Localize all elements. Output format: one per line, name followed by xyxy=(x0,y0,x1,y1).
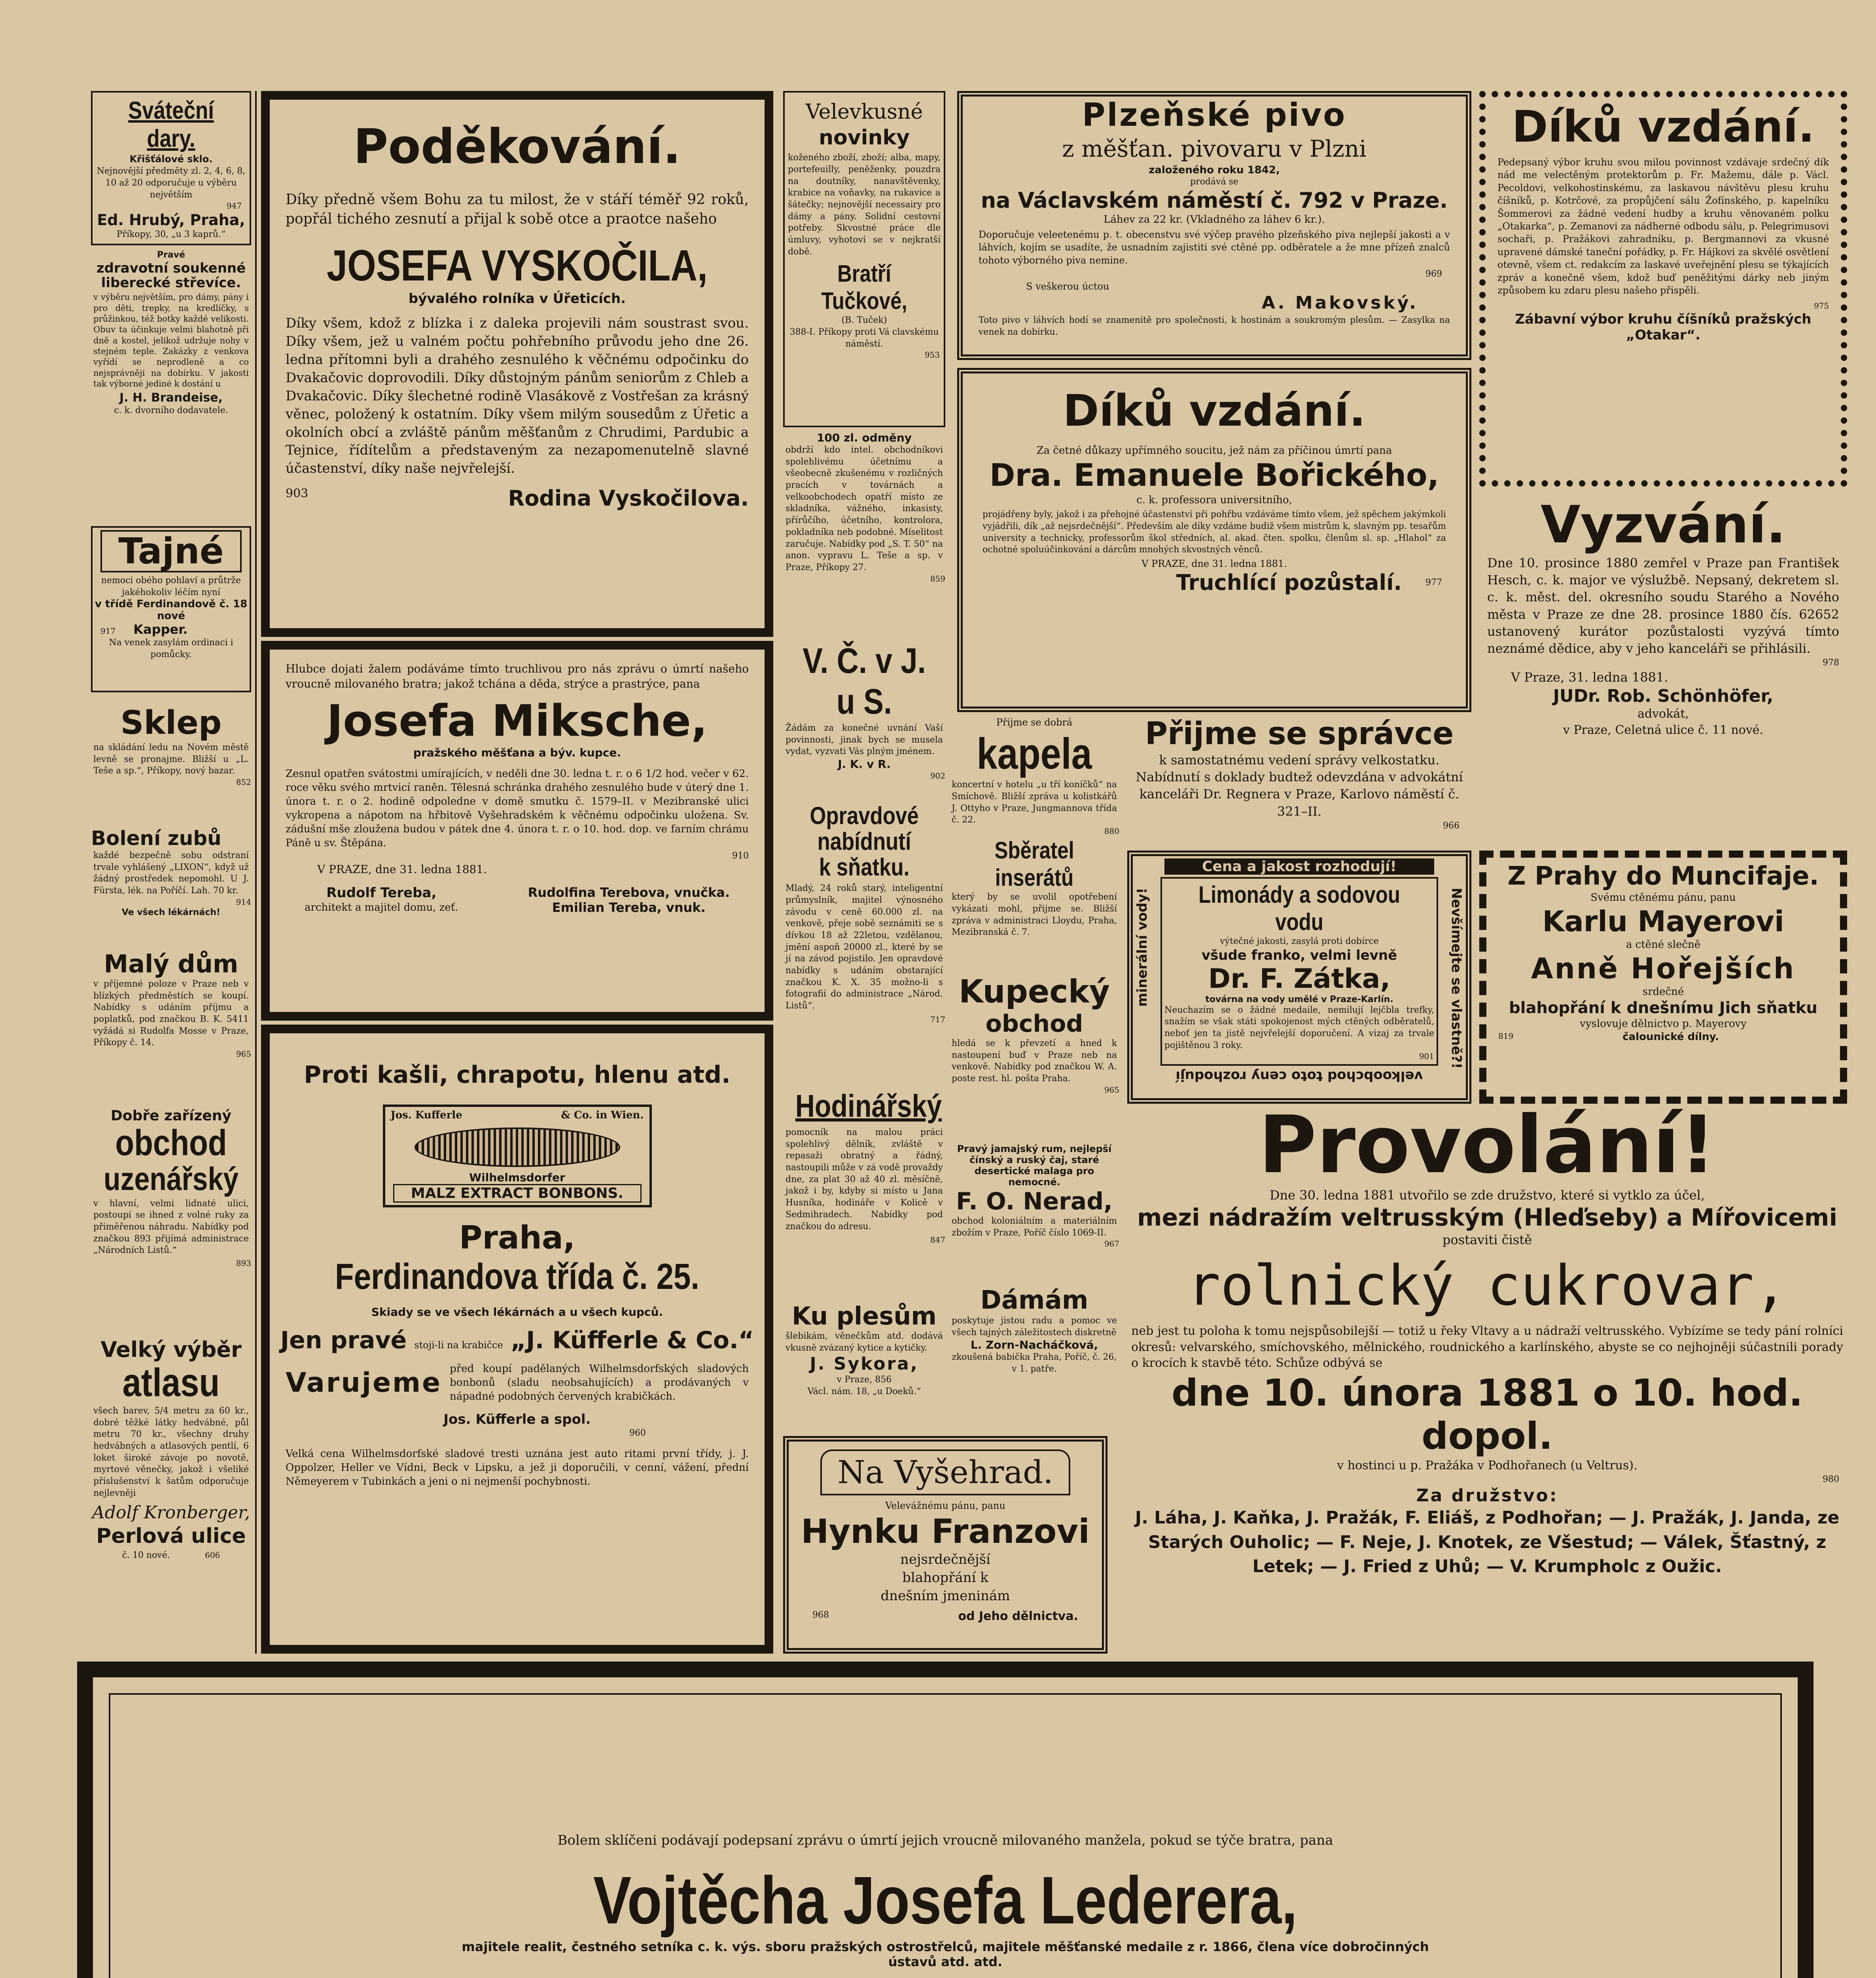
ad-text: Doporučuje veleetenému p. t. obecenstvu své výčep pravého plzeňského piva nejlepší jakosti a v láhvích, kojím se usadíte, že usnadním zajistiti své ctěné pp. odběratele a že mne přízeň znalců tohoto výborného piva nemine. xyxy=(979,229,1450,266)
ad-address: Příkopy, 30, „u 3 kaprů.“ xyxy=(116,229,226,240)
ad-sold: prodává se xyxy=(1190,177,1238,187)
column-rule xyxy=(255,91,257,1654)
ad-where: v třídě Ferdinandově č. 18 nové xyxy=(95,598,248,622)
ad-founded: založeného roku 1842, xyxy=(1149,164,1280,176)
ad-sub-5: čalounické dílny. xyxy=(1622,1031,1719,1043)
ad-title: Velevkusné xyxy=(805,100,923,124)
ad-text: v hlavní, velmi lidnaté ulici, postoupí se ihned z volné ruky za přiměřenou náhradu. Nabídky pod značkou 893 přijímá administrace „Národních Listů.“ xyxy=(93,1198,249,1256)
ad-lederer xyxy=(77,1662,1814,1978)
ad-title: Bolení zubů xyxy=(91,827,221,850)
ad-atlasu xyxy=(91,1337,251,1654)
ad-address: v Praze, Celetná ulice č. 11 nové. xyxy=(1563,723,1764,737)
ad-city: Praha, xyxy=(459,1219,575,1256)
ad-name: Dra. Emanuele Bořického, xyxy=(989,458,1439,494)
ad-title: Na Vyšehrad. xyxy=(820,1449,1070,1495)
ad-text: pomocník na malou práci spolehlivý dělník, zvláště v repasaži obratný a řádný, nastoupili může v zá vodě provaždy dne, za plat 30 až 40 zl. měsíčně, jakož i by, kdyby si místo u Jana Husníka, hodináře v Kolicě v Sedmihradech. Nabídky pod značkou do adresu. xyxy=(786,1127,943,1232)
ad-name: J. Sykora, xyxy=(810,1354,919,1374)
ad-signature: Jos. Küfferle a spol. xyxy=(443,1412,591,1428)
ad-signature: Rodina Vyskočilova. xyxy=(508,486,749,511)
ad-diku-vzdani-borickeho xyxy=(957,368,1471,712)
ad-subtitle: z měšťan. pivovaru v Plzni xyxy=(1062,135,1367,162)
box-label-4: MALZ EXTRACT BONBONS. xyxy=(393,1184,642,1203)
ad-line-2: mezi nádražím veltrusským (Hleďseby) a Mířovicemi xyxy=(1137,1204,1838,1232)
ad-signature-1-role: architekt a majitel domu, zeť. xyxy=(305,901,458,913)
ad-number: 819 xyxy=(1498,1031,1514,1041)
ad-sklep xyxy=(91,704,251,823)
ad-text: Pedepsaný výbor kruhu svou milou povinnost vzdávaje srdečný dík nád me velectěným protektorům p. Fr. Mažemu, dále p. Václ. Pecoldovi, velkohostinskému, za laskavou návštěvu plesu kruhu číšníků, p. Kotrčové, za propůjčení sálu Žofínského, p. kapelníku Šommerovi za žádné vedení hudby a kruhu věnovaném polku „Otakarka“, p. Zemanovi za nádherné odbodu sálu, p. Pelegrimusovi sochaři, p. Pražákovi zahradníku, p. Bergmannovi za vkusné upravené dámské taneční pořádky, p. Fr. Hájkovi za skvělé osvětlení otevně, všem ct. redakcím za laskavé uveřejnění plesu se týkajících zpráv a konečně všem, kdož buď peněžitými dárky neb jiným způsobem ku zdaru plesu našeho přispěli. xyxy=(1497,157,1829,296)
ad-name: Vojtěcha Josefa Lederera, xyxy=(593,1862,1298,1938)
ad-sub-2: a ctěné slečně xyxy=(1626,939,1701,951)
ad-head: Pravý jamajský rum, nejlepší čínský a ruský čaj, staré desertické malaga pro nemocné. xyxy=(957,1143,1112,1188)
ad-number: 966 xyxy=(1443,820,1460,831)
ad-number: 901 xyxy=(1419,1052,1434,1061)
ad-title: Limonády a sodovou vodu xyxy=(1198,881,1401,935)
ad-opravdove xyxy=(783,803,945,1088)
ad-regards: S veškerou úctou xyxy=(1026,280,1109,292)
ad-intro: Hlubce dojati žalem podáváme tímto truchlivou pro nás zprávu o úmrtí našeho vroucně milovaného bratra; jakož tchána a děda, strýce a prastrýce, pana xyxy=(286,662,749,690)
ad-number: 893 xyxy=(236,1258,251,1268)
ad-vcvjus xyxy=(783,641,945,799)
ad-foot: Toto pivo v láhvích hodí se znamenitě pro společnosti, k hostinám a soukromým plesům. — Zasylka na venek na dobírku. xyxy=(979,315,1450,337)
ad-role: bývalého rolníka v Úřeticích. xyxy=(408,291,626,307)
ad-plzenske-pivo xyxy=(957,91,1471,360)
ad-text-sberatel: který by se uvolil opotřebení vykázati mohl, přijme se. Bližší zpráva v administraci Lloydu, Praha, Mezibranská č. 7. xyxy=(952,892,1117,938)
ad-text: hledá se k převzetí a hned k nastoupení buď v Praze neb na venkově. Nabídky pod značkou W. A. poste rest. hl. pošta Praha. xyxy=(952,1038,1117,1084)
ad-odmeny xyxy=(783,431,945,637)
ad-title-3: k sňatku. xyxy=(819,854,910,881)
ad-title-2: nabídnutí xyxy=(817,828,911,856)
ad-title: atlasu xyxy=(122,1360,220,1405)
ad-warn: Varujeme xyxy=(286,1367,442,1399)
ad-name: Ed. Hrubý, Praha, xyxy=(97,211,245,229)
ad-date: V Praze, 31. ledna 1881. xyxy=(1511,669,1668,685)
ad-name-2: Anně Hořejších xyxy=(1531,952,1796,985)
ad-number: 910 xyxy=(732,851,749,861)
ad-number: 947 xyxy=(226,201,242,211)
ad-number: 880 xyxy=(1104,826,1119,836)
ad-ku-plesum xyxy=(783,1302,945,1432)
ad-warn-text: před koupí padělaných Wilhelmsdorfských sladových bonbonů (sladu neobsahujících) a prodávaných v nápadné podobných červených krabičkách. xyxy=(450,1363,749,1403)
ad-top: Cena a jakost rozhodují! xyxy=(1164,858,1434,875)
ad-line-3: postaviti čistě xyxy=(1442,1232,1532,1248)
ad-obchod-uzenarsky xyxy=(91,1108,251,1333)
ad-note: Skiady se ve všech lékárnách a u všech kupců. xyxy=(371,1305,663,1319)
ad-provolani xyxy=(1127,1104,1847,1654)
ad-foot: Velká cena Wilhelmsdorfské sladové tresti uznána jest auto ritami první třídy, j. J. Oppolzer, Heller ve Vídni, Beck v Lipsku, a jež ji doporučili, v cenní, vážení, přední Němeyerem v Tubinkách a jeni o ni nejmenší pochybnosti. xyxy=(286,1448,749,1488)
box-label-3: Wilhelmsdorfer xyxy=(469,1171,565,1184)
ad-number: 917 xyxy=(100,626,116,636)
ad-role: majitele realit, čestného setníka c. k. výs. sboru pražských ostrostřelců, majitele měšťanské medaile z r. 1866, člena více dobročinných ústavů atd. atd. xyxy=(462,1939,1429,1969)
ad-address: 388-I. Příkopy proti Vá clavskému náměstí. xyxy=(789,327,939,349)
ad-title: Z Prahy do Muncifaje. xyxy=(1507,862,1819,891)
ad-head: Pravé xyxy=(157,250,186,260)
ad-title-2: uzenářský xyxy=(104,1161,239,1197)
ad-number: 969 xyxy=(1425,269,1442,279)
ad-text: Dne 30. ledna 1881 utvořilo se zde družstvo, které si vytklo za účel, xyxy=(1269,1188,1705,1203)
ad-role: advokát, xyxy=(1637,707,1689,721)
ad-title: Vyzvání. xyxy=(1541,494,1786,555)
ad-date: dne 10. února 1881 o 10. hod. dopol. xyxy=(1171,1371,1803,1458)
ad-title: Opravdové xyxy=(810,803,919,830)
ad-title: Hodinářský xyxy=(795,1088,942,1124)
ad-title: Poděkování. xyxy=(353,119,681,174)
ad-number: 977 xyxy=(1425,577,1442,587)
ad-title: obchod xyxy=(115,1123,227,1163)
ad-foot: c. k. dvorního dodavatele. xyxy=(114,405,228,416)
ad-title: Kupecký xyxy=(959,973,1110,1010)
ad-text: blahopřání k dnešnímu Jich sňatku xyxy=(1509,999,1817,1017)
ad-name: L. Zorn-Nacháčková, xyxy=(970,1338,1098,1352)
ad-text-2: projádřeny byly, jakož i za přehojné účastenství při pohřbu vzdáváme tímto všem, jež spěchem jakýmkoli vyjádřili, dík „až nejsrdečnější“. Především ale díky vzdáme budiž všem mistrům k, slavným pp. tesařům university a technicky, professorům škol středních, al. akad. čten. spolku, členům sl. sp. „Hlahol“ za ochotné spoluúčinkování a dárcům mnohých skvostných věnců. xyxy=(982,510,1446,555)
ad-signature-3: Emilian Tereba, vnuk. xyxy=(552,900,706,915)
ad-bottom: velkoobchod toto ceny rozhodují xyxy=(1176,1068,1423,1084)
ad-intro: Bolem sklíčeni podávají podepsaní zprávu o úmrtí jejich vroucně milovaného manžela, pokud se týče bratra, pana xyxy=(557,1832,1333,1848)
ad-only-sub: stoji-li na krabičce xyxy=(414,1340,503,1351)
ad-name: J. H. Brandeise, xyxy=(119,391,223,405)
ad-tajne xyxy=(91,526,251,692)
ad-title: Ku plesům xyxy=(791,1302,937,1330)
ad-number: 903 xyxy=(286,487,309,501)
ad-date: V PRAZE, dne 31. ledna 1881. xyxy=(1142,558,1287,569)
ad-boleni-zubu xyxy=(91,827,251,942)
ad-where: v hostinci u p. Pražáka v Podhořanech (u Veltrus). xyxy=(1337,1458,1637,1472)
ad-title: Díků vzdání. xyxy=(1512,101,1815,152)
ad-name: Adolf Kronberger, xyxy=(92,1502,250,1523)
ad-role: pražského měšťana a býv. kupce. xyxy=(413,746,621,759)
ad-signature: Truchlící pozůstalí. xyxy=(1176,570,1402,595)
ad-head: Za družstvo: xyxy=(1416,1485,1558,1506)
ad-name: Bratří Tučkové, xyxy=(821,260,907,315)
ad-title: Dámám xyxy=(980,1286,1088,1315)
ad-text: v výběru největším, pro dámy, pány i pro děti, trepky, na kredlíčky, s průžinkou, též botky každé velikosti. Obuv ta účinkuje velmi blahotně při dně a kostel, jelikož udržuje nohy v stejném teple. Zakázky z venkova vyřídí se neprodleně a co nejsprávněji na dobírku. V jakosti tak výborné jediné k dostání u xyxy=(93,292,249,388)
ad-number: 965 xyxy=(236,1049,251,1059)
ad-number: 980 xyxy=(1823,1474,1839,1485)
ad-signature: J. K. v R. xyxy=(838,758,891,771)
ad-title: kapela xyxy=(977,729,1092,779)
ad-address-2: Václ. nám. 18, „u Doeků.“ xyxy=(807,1387,921,1397)
ad-text: k samostatnému vedení správy velkostatku. Nabídnutí s doklady budtež odevzdána v advokátní kanceláři Dr. Regnera v Praze, Karlovo náměstí č. 321–II. xyxy=(1136,752,1463,819)
ad-number: 852 xyxy=(236,777,251,787)
ad-address: v Praze, 856 xyxy=(837,1375,892,1385)
ad-number: 902 xyxy=(930,771,945,781)
ad-text: Neuchazím se o žádné medaile, nemilují lejčbla trefky, snažím se však státi spokojenost mých ctěných odběratelů, neboť jen ta jistě nejvřelejší doporučení. A vizaj za trvale pojištěnou 3 roky. xyxy=(1164,1005,1434,1050)
ad-names: J. Láha, J. Kaňka, J. Pražák, F. Eliáš, z Podhořan; — J. Pražák, J. Janda, ze Starých Ouholic; — F. Neje, J. Knotek, ze Všestud; — Válek, Šťastný, z Letek; — J. Fried z Uhů; — V. Krumpholc z Oužic. xyxy=(1135,1508,1840,1577)
ad-number: 960 xyxy=(629,1428,646,1438)
ad-number: 978 xyxy=(1823,658,1839,668)
ad-title: Plzeňské pivo xyxy=(1082,97,1347,133)
ad-firm: „J. Küfferle & Co.“ xyxy=(510,1326,754,1354)
ad-number: 717 xyxy=(930,1014,945,1024)
ad-title: zdravotní soukenné liberecké střevíce. xyxy=(96,260,246,291)
ad-street: Ferdinandova třída č. 25. xyxy=(335,1256,700,1297)
ad-title: Provolání! xyxy=(1258,1104,1716,1191)
ad-miksche xyxy=(261,641,773,1021)
ad-sub-3: srdečné xyxy=(1642,986,1684,998)
ad-side-left: minerální vody! xyxy=(1134,888,1150,1007)
ad-text: na skládání ledu na Novém městě levně se pronajme. Bližší u „L. Teše a sp.“, Příkopy, nový bazar. xyxy=(93,743,249,776)
ad-text: Díky předně všem Bohu za tu milost, že v stáří téměř 92 roků, popřál tichého zesnutí a přijal k sobě otce a praotce našeho xyxy=(286,191,749,227)
ad-kapela xyxy=(949,716,1119,969)
ad-head: Přijme se dobrá xyxy=(996,717,1073,728)
ad-title: Sklep xyxy=(120,704,222,742)
ad-sub-4: vyslovuje dělnictvo p. Mayerovy xyxy=(1580,1018,1747,1030)
ad-number: 965 xyxy=(1104,1085,1119,1095)
ad-head: Velký výběr xyxy=(100,1337,242,1362)
ad-text: šlebikám, věnečkům atd. dodává vkusně zvázaný kytice a kytičky. xyxy=(786,1331,943,1353)
ad-text: v příjemné poloze v Praze neb v blízkých předměstích se koupí. Nabídky s udáním příjmu a poplatků, pod značkou B. K. 5411 vyžádá si Rudolfa Mosse v Praze, Příkopy č. 14. xyxy=(93,979,249,1048)
ad-diku-vzdani-otakar xyxy=(1479,91,1847,487)
ad-velevkusne xyxy=(783,91,945,427)
ad-signature: Zábavní výbor kruhu číšníků pražských „Otakar“. xyxy=(1515,311,1812,343)
ad-head: Dobře zařízený xyxy=(111,1108,231,1124)
ad-text: Zesnul opatřen svátostmi umírajících, v neděli dne 30. ledna t. r. o 6 1/2 hod. večer v 62. roce věku svého mrtvicí raněn. Tělesná schránka drahého zesnulého bude v úterý dne 1. února t. r. o 2. hodině odpoledne v domě smutku č. 1579–II. v Mezibranské ulici vykropena a nápotom na hřbitově Vyšehradském k věčnému odpočinku uložena. Sv. zádušní mše zloužena budou v pátek dne 4. února t. r. o 10. hod. dop. ve farním chrámu Páně u sv. Štěpána. xyxy=(286,767,749,849)
ad-text: Nejnovější předměty zl. 2, 4, 6, 8, 10 až 20 odporučuje u výběru největším xyxy=(97,166,246,200)
ad-title: Proti kašli, chrapotu, hlenu atd. xyxy=(304,1061,731,1089)
ad-name: Hynku Franzovi xyxy=(801,1512,1090,1551)
ad-name: F. O. Nerad, xyxy=(956,1188,1113,1215)
ad-number: 968 xyxy=(812,1610,829,1620)
ad-title-2: novinky xyxy=(819,126,910,150)
ad-name: Dr. F. Zátka, xyxy=(1208,963,1391,995)
ad-text: Mladý, 24 roků starý, inteligentní průmyslník, majitel výnosného závodu v ceně 60.000 zl. na venkově, přeje sobě seznámiti se s dívkou 18 až 22letou, vzdělanou, jmění aspoň 20000 zl., které by se jí na závod pojistilo. Jen opravdové nabídky s udáním obstarající značkou K. X. 35 možno-li s fotografií do administrace „Národ. Listů“. xyxy=(786,883,943,1011)
ad-name: Josefa Miksche, xyxy=(327,695,708,746)
ad-zdravotni xyxy=(91,249,251,510)
ad-foot: Ve všech lékárnách! xyxy=(121,907,221,917)
ad-kufferle xyxy=(261,1025,773,1654)
ad-spravce xyxy=(1127,716,1471,847)
ad-address: na Václavském náměstí č. 792 v Praze. xyxy=(981,188,1448,213)
box-label-2: & Co. in Wien. xyxy=(561,1109,644,1121)
ad-number: 975 xyxy=(1814,301,1829,311)
ad-number: 953 xyxy=(924,350,940,360)
ad-text-2: Díky všem, kdož z blízka i z daleka projevili nám soustrast svou. Díky všem, jež u valném počtu pohřebního průvodu jeho dne 26. ledna přítomni byli a drahého zesnulého k věčnému odpočinku do Dvakačovic doprovodili. Díky důstojným pánům seniorům z Chleb a Dvakačovic. Díky šlechetné rodině Vlasákově z Vostřešan za krásný věnec, položený k ostatním. Díky všem milým sousedům z Úřetic a okolních obcí a zvláště pánům měšťanům z Chrudimi, Pardubic a Tejnice, řídítelům a představeným za nezapomenutelně slavné účastenství, díky naše nejvřelejší. xyxy=(286,315,749,477)
ad-side-right: Nevšímejte se vlastně?! xyxy=(1448,888,1464,1069)
ad-title-sberatel: Sběratel inserátů xyxy=(994,837,1074,891)
ad-damam xyxy=(949,1286,1119,1432)
ad-jamajsky xyxy=(949,1143,1119,1286)
ad-name: Kapper. xyxy=(133,622,188,637)
ad-signature-2: Rudolfina Terebova, vnučka. xyxy=(528,885,730,900)
ad-signature: od Jeho dělnictva. xyxy=(958,1609,1078,1624)
ad-title-2: Perlová ulice xyxy=(96,1524,246,1548)
ad-text: Žádám za konečné uvnání Vaší povinnosti, jinak bych se musela vydat, vyzvati Vás plným jménem. xyxy=(786,723,943,757)
ad-number: 847 xyxy=(930,1235,945,1245)
ad-title: V. Č. v J. u S. xyxy=(803,641,926,722)
ad-title-2: rolnický cukrovar, xyxy=(1187,1254,1787,1319)
ad-signature: A. Makovský. xyxy=(1261,293,1418,313)
ad-text: poskytuje jistou radu a pomoc ve všech tajných záležitostech diskretně xyxy=(952,1316,1117,1338)
ad-sub-2: všude franko, velmi levně xyxy=(1201,947,1397,963)
ad-sub: Velevážnému pánu, panu xyxy=(885,1500,1005,1511)
ad-text: koncertní v hotelu „u tří koníčků“ na Smíchově. Bližší zpráva u kolistkářů J. Ottyho v Praze, Jungmannova třída č. 22. xyxy=(952,780,1117,825)
ad-maly-dum xyxy=(91,949,251,1108)
ad-signature-1: Rudolf Tereba, xyxy=(326,885,437,901)
ad-title: Díků vzdání. xyxy=(1063,385,1366,436)
ad-text-2: zkoušená babička Praha, Poříč, č. 26, v 1. patře. xyxy=(952,1352,1117,1374)
ad-foot: č. 10 nové. xyxy=(122,1550,170,1560)
ad-zatka xyxy=(1127,851,1471,1104)
ad-number: 967 xyxy=(1104,1239,1119,1249)
ad-title-2: obchod xyxy=(985,1010,1083,1038)
ad-name: JUDr. Rob. Schönhöfer, xyxy=(1553,686,1774,706)
ad-text: nejsrdečnější blahopřání k dnešním jmeninám xyxy=(880,1552,1010,1604)
ad-subtitle: Křišťálové sklo. xyxy=(129,153,213,165)
ad-number: 859 xyxy=(930,574,945,584)
ad-text: všech barev, 5/4 metru za 60 kr., dobré těžké látky hedvábné, půl metru 70 kr., všechny druhy hedvábných a atlasových pentlí, 6 loket široké závoje po novotě, myrtové věnečky, jakož i všeliké příslušenství k šatům odporučuje nejlevněji xyxy=(93,1406,249,1498)
ad-sub: (B. Tuček) xyxy=(841,315,887,326)
bonbon-box-image xyxy=(383,1105,652,1207)
ad-role: c. k. professora universitního, xyxy=(1136,494,1292,506)
ad-date: V PRAZE, dne 31. ledna 1881. xyxy=(317,862,487,876)
ad-head: 100 zl. odměny xyxy=(816,431,912,444)
ad-foot: Na venek zasylám ordinaci i pomůcky. xyxy=(109,638,233,660)
ad-text: obchod koloniálním a materiálním zbožím v Praze, Poříč číslo 1069-II. xyxy=(952,1216,1117,1238)
ad-podekovani xyxy=(261,91,773,637)
ad-title: Přijme se správce xyxy=(1145,716,1454,752)
ad-sub: výtečné jakosti, zasylá proti dobírce xyxy=(1220,936,1379,946)
ad-text: Za četné důkazy upřímného soucitu, jež nám za příčinou úmrtí pana xyxy=(1036,445,1392,457)
ad-text: obdrží kdo intel. obchodníkovi spolehlivému účetnímu a všeobecně zkušenému v rozličných pracích v továrnách a velkoobchodech opatří místo ze skladníka, vážného, inkasisty, přírůčího, účetního, kontrolora, pokladníka neb podobné. Míselitost zaručuje. Nabídky pod „S. T. 50“ na anon. vypravu L. Teše a sp. v Praze, Příkopy 27. xyxy=(786,445,943,572)
ad-svatecni-dary xyxy=(91,91,251,245)
ad-text: nemoci obého pohlaví a průtrže jakéhokoliv léčím nyní xyxy=(101,576,241,597)
ad-sub: Svému ctěnému pánu, panu xyxy=(1590,892,1736,904)
ad-vyzvani xyxy=(1479,494,1847,843)
ad-kupecky xyxy=(949,973,1119,1139)
ad-only: Jen pravé xyxy=(280,1326,407,1354)
ad-hodinarsky xyxy=(783,1088,945,1298)
ad-text: Dne 10. prosince 1880 zemřel v Praze pan František Hesch, c. k. major ve výslužbě. Nepsaný, dekretem sl. c. k. měst. del. okresního soudu Starého a Nového města v Praze ze dne 28. prosince 1880 čís. 62652 ustanovený kurátor pozůstalosti vyzývá tímto neznámé dědice, aby v jeho kanceláři se přihlásili. xyxy=(1487,555,1839,656)
ad-price: Láhev za 22 kr. (Vkladného za láhev 6 kr.). xyxy=(1104,213,1325,225)
box-label-1: Jos. Kufferle xyxy=(390,1109,462,1121)
ad-muncifaje xyxy=(1479,851,1847,1104)
ad-number: 914 xyxy=(236,897,251,907)
ad-name-1: Karlu Mayerovi xyxy=(1542,905,1784,938)
ad-text: každé bezpečně sobu odstraní trvale vyhlášený „LIXON“, když už žádný prostředek nepomohl. U J. Fürsta, lék. na Poříčí. Lah. 70 kr. xyxy=(93,851,249,896)
ad-text-2: neb jest tu poloha k tomu nejspůsobilejší — totiž u řeky Vltavy a u nádraží veltrusského. Vybízíme se tedy pání rolníci okresů: velvarského, smíchovského, mělnického, roudnického a karlínského, abyste se co nejhojněji súčastnili porady o krocích k stavbě této. Schůze odbývá se xyxy=(1131,1324,1843,1370)
ad-number: 606 xyxy=(205,1550,220,1560)
ad-title: Malý dům xyxy=(104,949,239,978)
ad-firm: továrna na vody umělé v Praze-Karlín. xyxy=(1205,994,1393,1004)
ad-text: koženého zboží, zboží; alba, mapy, portefeuilly, peněženky, pouzdra na doutníky, nanavštěvenky, krabice na voňavky, na rukavice a šátečky; nejnovější necessairy pro dámy a pány. Solidní cestovní potřeby. Skvostné práce dle úmluvy, vyhotoví se v nejkratší době. xyxy=(788,153,941,257)
ad-vysehrad xyxy=(783,1436,1107,1654)
ad-name: JOSEFA VYSKOČILA, xyxy=(327,241,708,290)
ad-title: Sváteční dary. xyxy=(128,97,214,152)
ad-title: Tajné xyxy=(100,530,242,572)
